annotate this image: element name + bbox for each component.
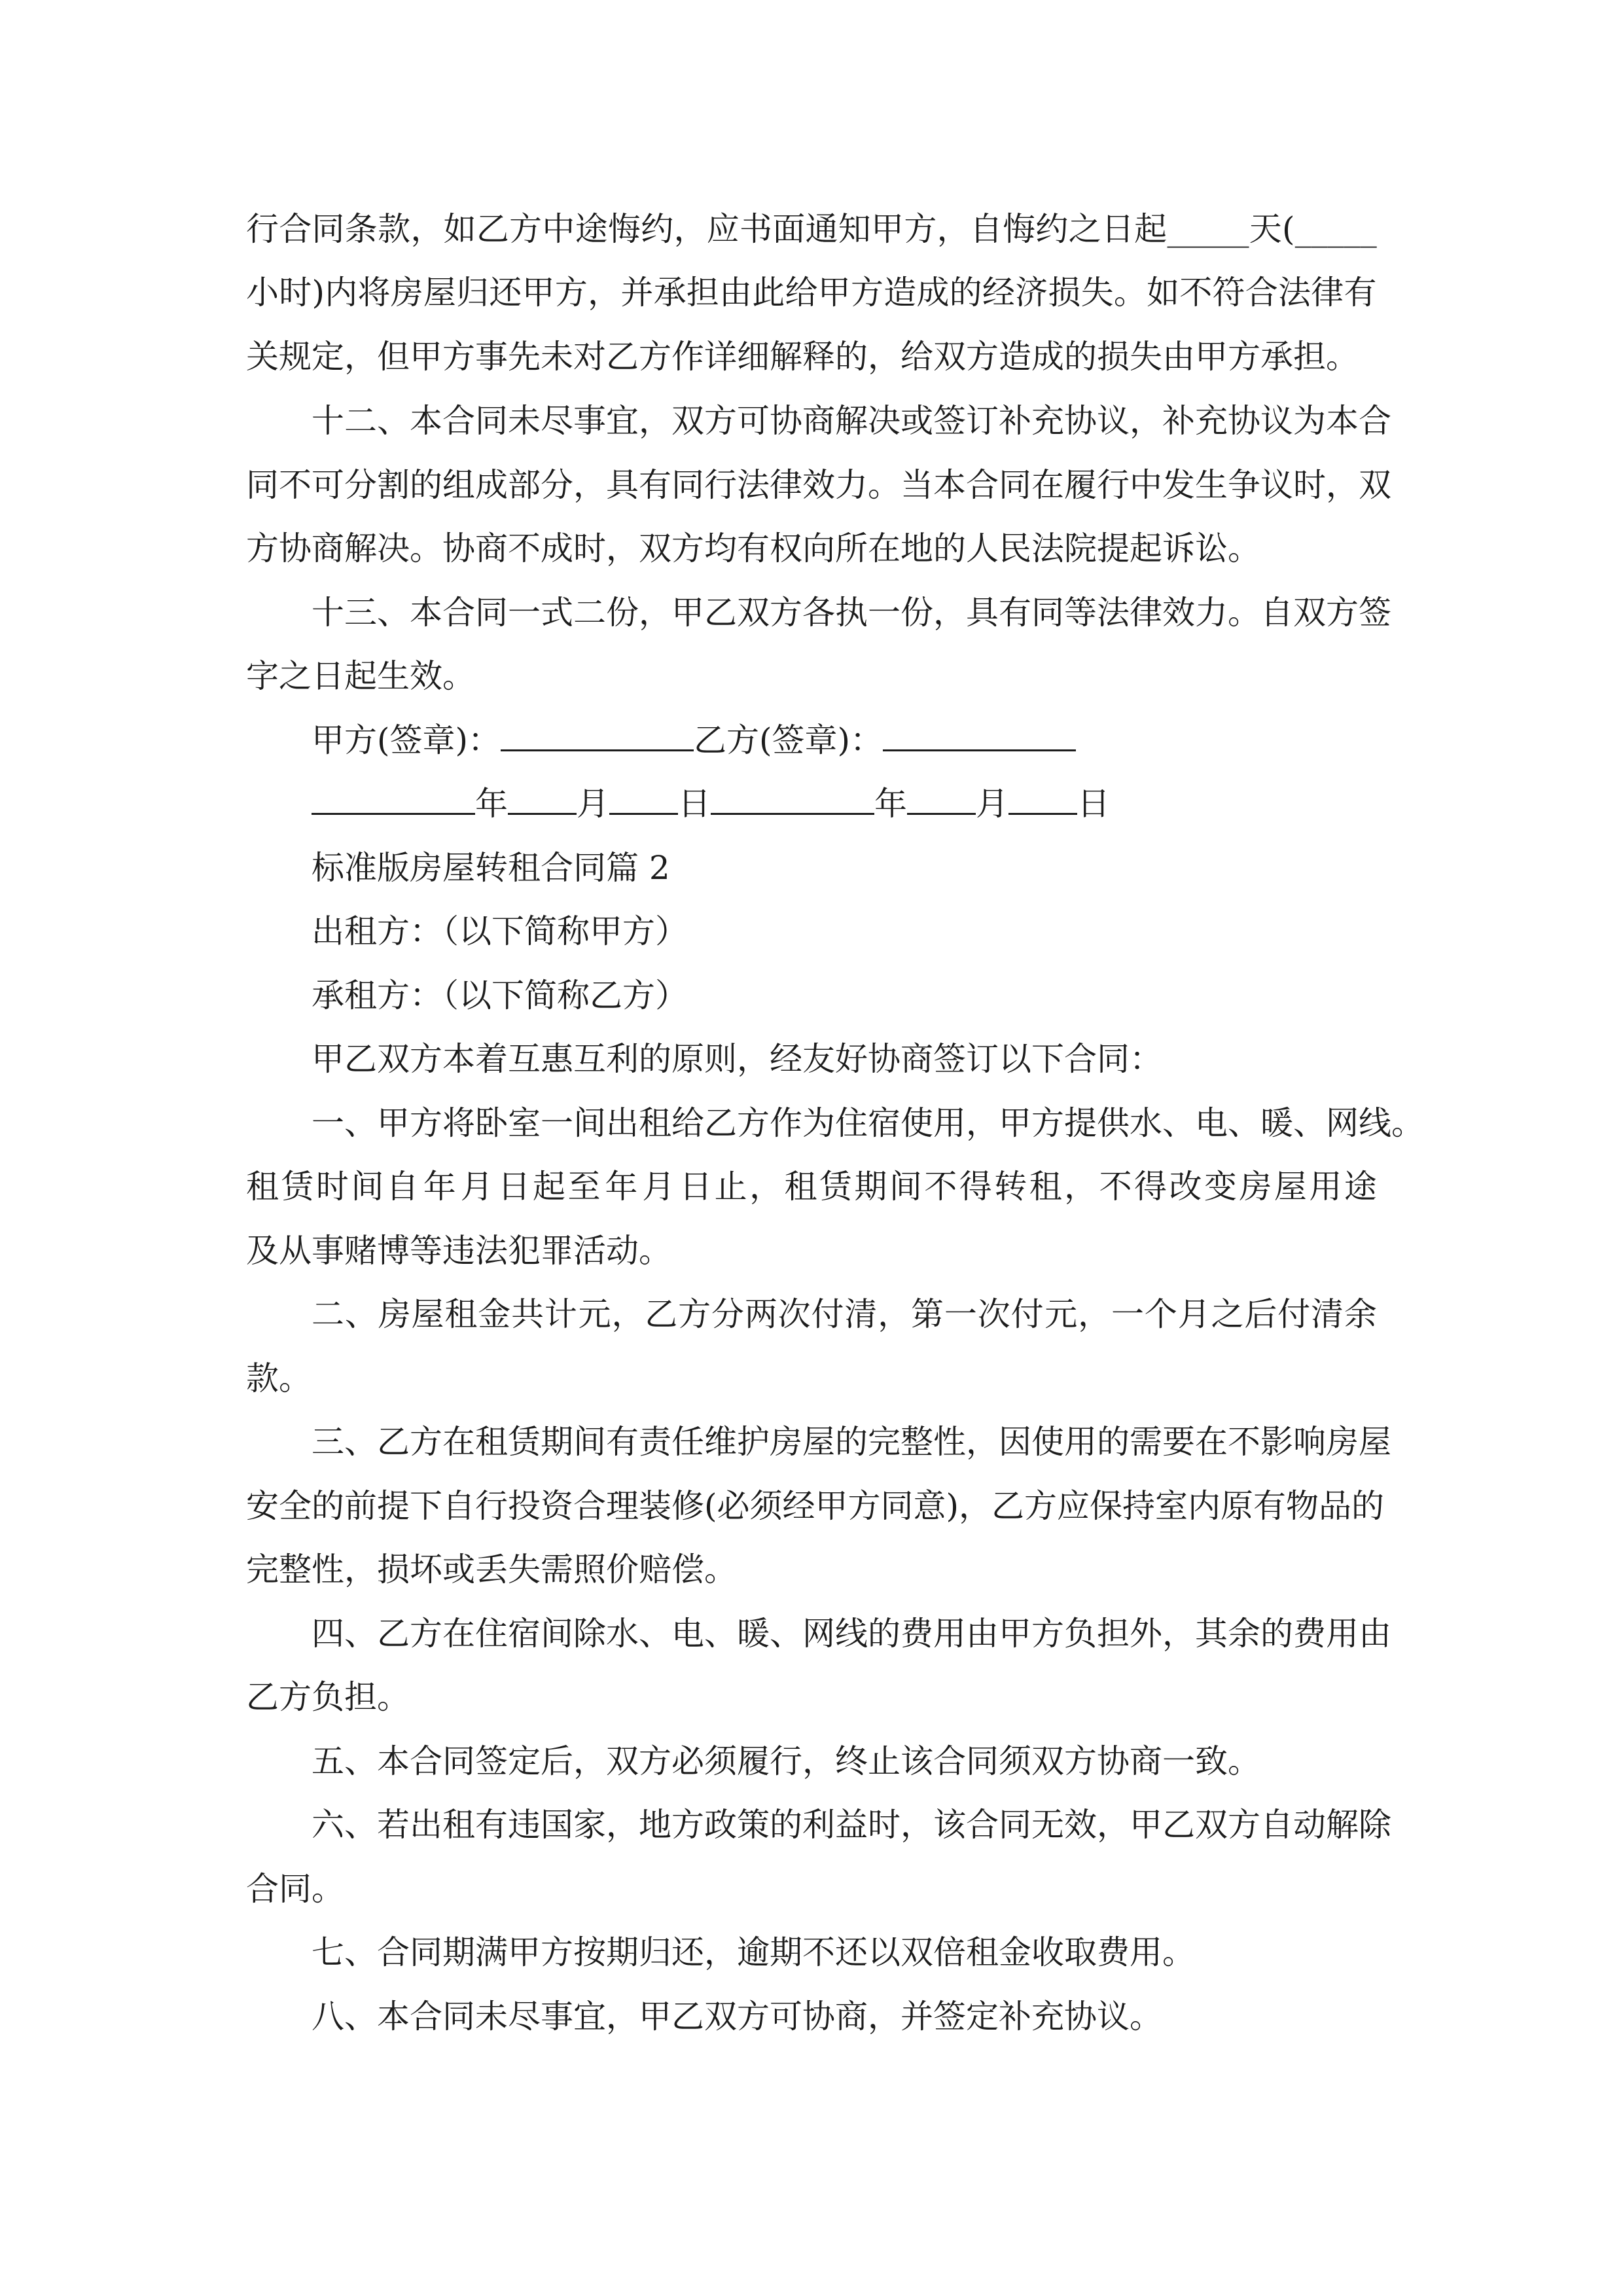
text-line: 八、本合同未尽事宜，甲乙双方可协商，并签定补充协议。 bbox=[312, 1998, 1162, 2036]
text-line: 租 赁 时 间 自 年 月 日 起 至 年 月 日 止 ， 租 赁 期 间 不 得 转 租 ， 不 得 改 变 房 屋 用 途 bbox=[246, 1168, 1377, 1206]
lessor-line: 出租方：（以下简称甲方） bbox=[312, 912, 688, 950]
text-line: 安 全 的 前 提 下 自 行 投 资 合 理 装 修 ( 必 须 经 甲 方 同 意 ) ， 乙 方 应 保 持 室 内 原 有 物 品 的 bbox=[246, 1487, 1385, 1525]
text-line: 小 时 ) 内 将 房 屋 归 还 甲 方 ， 并 承 担 由 此 给 甲 方 造 成 的 经 济 损 失 。 如 不 符 合 法 律 有 bbox=[246, 274, 1377, 312]
party-b-day-blank[interactable] bbox=[1008, 812, 1077, 815]
party-b-signature-label: 乙方(签章)： bbox=[694, 721, 883, 759]
text-line: 七、合同期满甲方按期归还，逾期不还以双倍租金收取费用。 bbox=[312, 1933, 1195, 1971]
lessee-line: 承租方：（以下简称乙方） bbox=[312, 977, 688, 1014]
text-line: 方协商解决。协商不成时，双方均有权向所在地的人民法院提起诉讼。 bbox=[246, 529, 1260, 567]
text-line: 三 、 乙 方 在 租 赁 期 间 有 责 任 维 护 房 屋 的 完 整 性 ， 因 使 用 的 需 要 在 不 影 响 房 屋 bbox=[312, 1423, 1391, 1461]
text-line: 六 、 若 出 租 有 违 国 家 ， 地 方 政 策 的 利 益 时 ， 该 合 同 无 效 ， 甲 乙 双 方 自 动 解 除 bbox=[312, 1806, 1391, 1844]
day-label: 日 bbox=[678, 785, 711, 823]
text-line: 五、本合同签定后，双方必须履行，终止该合同须双方协商一致。 bbox=[312, 1742, 1260, 1780]
text-line: 行 合 同 条 款 ， 如 乙 方 中 途 悔 约 ， 应 书 面 通 知 甲 方 ， 自 悔 约 之 日 起 _____ 天 ( _____ bbox=[246, 210, 1377, 248]
month-label: 月 bbox=[976, 785, 1008, 823]
section-title: 标准版房屋转租合同篇 2 bbox=[312, 849, 670, 887]
text-line: 及从事赌博等违法犯罪活动。 bbox=[246, 1232, 671, 1270]
text-line: 完整性，损坏或丢失需照价赔偿。 bbox=[246, 1551, 737, 1588]
year-label: 年 bbox=[874, 785, 907, 823]
text-line: 合同。 bbox=[246, 1870, 344, 1908]
party-a-signature-label: 甲方(签章)： bbox=[312, 721, 501, 759]
party-a-day-blank[interactable] bbox=[609, 812, 678, 815]
text-line: 款。 bbox=[246, 1359, 312, 1397]
signature-line bbox=[312, 714, 1377, 766]
text-line: 十 二 、 本 合 同 未 尽 事 宜 ， 双 方 可 协 商 解 决 或 签 订 补 充 协 议 ， 补 充 协 议 为 本 合 bbox=[312, 402, 1391, 440]
text-line: 十 三 、 本 合 同 一 式 二 份 ， 甲 乙 双 方 各 执 一 份 ， 具 有 同 等 法 律 效 力 。 自 双 方 签 bbox=[312, 594, 1391, 632]
text-line: 关规定，但甲方事先未对乙方作详细解释的，给双方造成的损失由甲方承担。 bbox=[246, 338, 1359, 376]
party-a-signature-blank[interactable] bbox=[501, 749, 694, 751]
party-b-year-blank[interactable] bbox=[711, 812, 874, 815]
text-line: 乙方负担。 bbox=[246, 1678, 410, 1716]
party-a-month-blank[interactable] bbox=[508, 812, 577, 815]
text-line: 四 、 乙 方 在 住 宿 间 除 水 、 电 、 暖 、 网 线 的 费 用 由 甲 方 负 担 外 ， 其 余 的 费 用 由 bbox=[312, 1615, 1391, 1653]
month-label: 月 bbox=[577, 785, 609, 823]
party-a-year-blank[interactable] bbox=[312, 812, 475, 815]
day-label: 日 bbox=[1077, 785, 1110, 823]
year-label: 年 bbox=[475, 785, 508, 823]
text-line: 字之日起生效。 bbox=[246, 657, 475, 695]
party-b-month-blank[interactable] bbox=[907, 812, 976, 815]
text-line: 同 不 可 分 割 的 组 成 部 分 ， 具 有 同 行 法 律 效 力 。 当 本 合 同 在 履 行 中 发 生 争 议 时 ， 双 bbox=[246, 466, 1391, 504]
party-b-signature-blank[interactable] bbox=[883, 749, 1076, 751]
text-line: 一 、 甲 方 将 卧 室 一 间 出 租 给 乙 方 作 为 住 宿 使 用 ， 甲 方 提 供 水 、 电 、 暖 、 网 线 。 bbox=[312, 1104, 1424, 1142]
text-line: 二 、 房 屋 租 金 共 计 元 ， 乙 方 分 两 次 付 清 ， 第 一 次 付 元 ， 一 个 月 之 后 付 清 余 bbox=[312, 1295, 1377, 1333]
intro-line: 甲乙双方本着互惠互利的原则，经友好协商签订以下合同： bbox=[312, 1040, 1162, 1078]
date-line bbox=[312, 778, 1377, 830]
